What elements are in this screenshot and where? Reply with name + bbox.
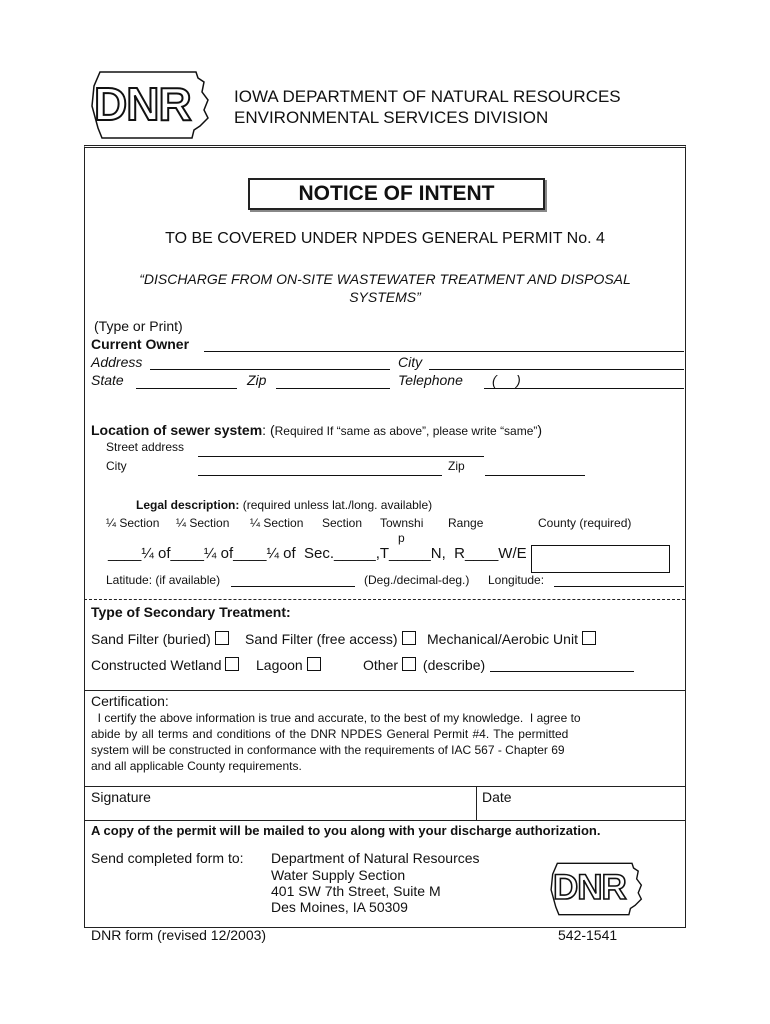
send-label: Send completed form to: <box>91 850 244 866</box>
form-title: NOTICE OF INTENT <box>298 182 495 205</box>
owner-zip-field[interactable] <box>276 388 390 389</box>
legal-heading: Legal description: <box>136 498 240 512</box>
discharge-title-1: “DISCHARGE FROM ON-SITE WASTEWATER TREATMENT AND DISPOSAL <box>139 271 631 287</box>
col-quarter-3: ¼ Section <box>250 516 304 530</box>
location-city-field[interactable] <box>198 475 442 476</box>
location-note-open: ( <box>269 422 275 438</box>
sand-buried-label: Sand Filter (buried) <box>91 631 211 647</box>
mechanical-label: Mechanical/Aerobic Unit <box>427 631 578 647</box>
signature-field[interactable] <box>150 800 470 818</box>
treatment-row-2c <box>363 657 485 673</box>
col-county: County (required) <box>538 516 632 530</box>
dashed-divider <box>84 599 685 600</box>
treatment-row-2b <box>256 657 321 673</box>
treatment-row-1 <box>91 631 229 647</box>
form-number: 542-1541 <box>558 927 618 943</box>
state-field[interactable] <box>136 388 237 389</box>
describe-field[interactable] <box>490 671 634 672</box>
street-label: Street address <box>106 440 185 454</box>
telephone-parens: ( ) <box>492 372 521 388</box>
address-label: Address <box>91 354 143 370</box>
agency-name: IOWA DEPARTMENT OF NATURAL RESOURCES <box>234 87 621 106</box>
legal-note: (required unless lat./long. available) <box>242 498 433 512</box>
latitude-field[interactable] <box>231 586 355 587</box>
lagoon-checkbox[interactable] <box>307 657 321 671</box>
current-owner-field[interactable] <box>204 351 684 352</box>
legal-heading-row <box>136 498 432 512</box>
treatment-divider <box>84 690 685 691</box>
describe-label: (describe) <box>422 657 486 673</box>
lagoon-label: Lagoon <box>256 657 303 673</box>
dnr-logo-small <box>548 858 646 920</box>
discharge-title-2: SYSTEMS” <box>349 289 421 305</box>
col-quarter-2: ¼ Section <box>176 516 230 530</box>
other-checkbox[interactable] <box>402 657 416 671</box>
col-section: Section <box>322 516 363 530</box>
owner-city-label: City <box>398 354 423 370</box>
col-quarter-1: ¼ Section <box>106 516 160 530</box>
signature-bottom-divider <box>84 820 685 821</box>
signature-top-divider <box>84 786 685 787</box>
degrees-label: (Deg./decimal-deg.) <box>364 573 470 587</box>
telephone-field[interactable] <box>484 388 684 389</box>
treatment-heading: Type of Secondary Treatment: <box>91 604 291 620</box>
certification-line-3: system will be constructed in conformance with the requirements of IAC 567 - Chapter 69 <box>91 743 565 757</box>
col-township-1: Townshi <box>380 516 424 530</box>
date-field[interactable] <box>520 800 680 818</box>
wetland-label: Constructed Wetland <box>91 657 222 673</box>
legal-fill-line[interactable]: ____¼ of____¼ of____¼ of Sec._____,T_____N, R____W/E <box>108 545 527 562</box>
form-revision: DNR form (revised 12/2003) <box>91 927 267 943</box>
send-line-1: Department of Natural Resources <box>271 850 480 866</box>
wetland-checkbox[interactable] <box>225 657 239 671</box>
location-colon: : <box>262 422 267 438</box>
type-or-print: (Type or Print) <box>94 318 183 334</box>
state-label: State <box>91 372 124 388</box>
col-township-2: p <box>398 531 405 545</box>
location-note: Required If “same as above”, please write “same” <box>274 424 538 438</box>
send-line-2: Water Supply Section <box>271 867 406 883</box>
street-field[interactable] <box>198 456 484 457</box>
location-heading: Location of sewer system <box>91 422 263 438</box>
mail-notice: A copy of the permit will be mailed to you along with your discharge authorization. <box>91 823 601 838</box>
send-line-3: 401 SW 7th Street, Suite M <box>271 883 441 899</box>
sand-free-checkbox[interactable] <box>402 631 416 645</box>
location-zip-field[interactable] <box>485 475 585 476</box>
certification-line-1: I certify the above information is true and accurate, to the best of my knowledge. I agree to <box>91 711 581 725</box>
col-range: Range <box>448 516 484 530</box>
dnr-logo <box>88 66 214 144</box>
owner-city-field[interactable] <box>429 369 684 370</box>
logo-text: DNR <box>94 78 191 130</box>
location-city-label: City <box>106 459 127 473</box>
address-field[interactable] <box>150 369 390 370</box>
certification-line-2: abide by all terms and conditions of the DNR NPDES General Permit #4. The permitted <box>91 727 569 741</box>
treatment-row-2 <box>91 657 239 673</box>
longitude-field[interactable] <box>554 586 684 587</box>
sand-buried-checkbox[interactable] <box>215 631 229 645</box>
latitude-label: Latitude: (if available) <box>106 573 221 587</box>
treatment-row-1c <box>427 631 596 647</box>
logo-text-small: DNR <box>553 868 626 907</box>
location-note-close: ) <box>537 422 543 438</box>
telephone-label: Telephone <box>398 372 463 388</box>
certification-line-4: and all applicable County requirements. <box>91 759 302 773</box>
location-zip-label: Zip <box>448 459 465 473</box>
sand-free-label: Sand Filter (free access) <box>245 631 398 647</box>
owner-zip-label: Zip <box>247 372 267 388</box>
form-subtitle: TO BE COVERED UNDER NPDES GENERAL PERMIT No. 4 <box>165 230 605 247</box>
treatment-row-1b <box>245 631 416 647</box>
date-label: Date <box>482 789 512 805</box>
form-title-box <box>248 178 545 210</box>
send-line-4: Des Moines, IA 50309 <box>271 899 408 915</box>
county-field[interactable] <box>531 545 670 573</box>
signature-date-divider <box>476 786 477 820</box>
longitude-label: Longitude: <box>488 573 545 587</box>
location-heading-row <box>91 422 542 438</box>
mechanical-checkbox[interactable] <box>582 631 596 645</box>
certification-heading: Certification: <box>91 693 169 709</box>
signature-label: Signature <box>91 789 151 805</box>
current-owner-label: Current Owner <box>91 336 190 352</box>
other-label: Other <box>363 657 399 673</box>
division-name: ENVIRONMENTAL SERVICES DIVISION <box>234 108 549 127</box>
